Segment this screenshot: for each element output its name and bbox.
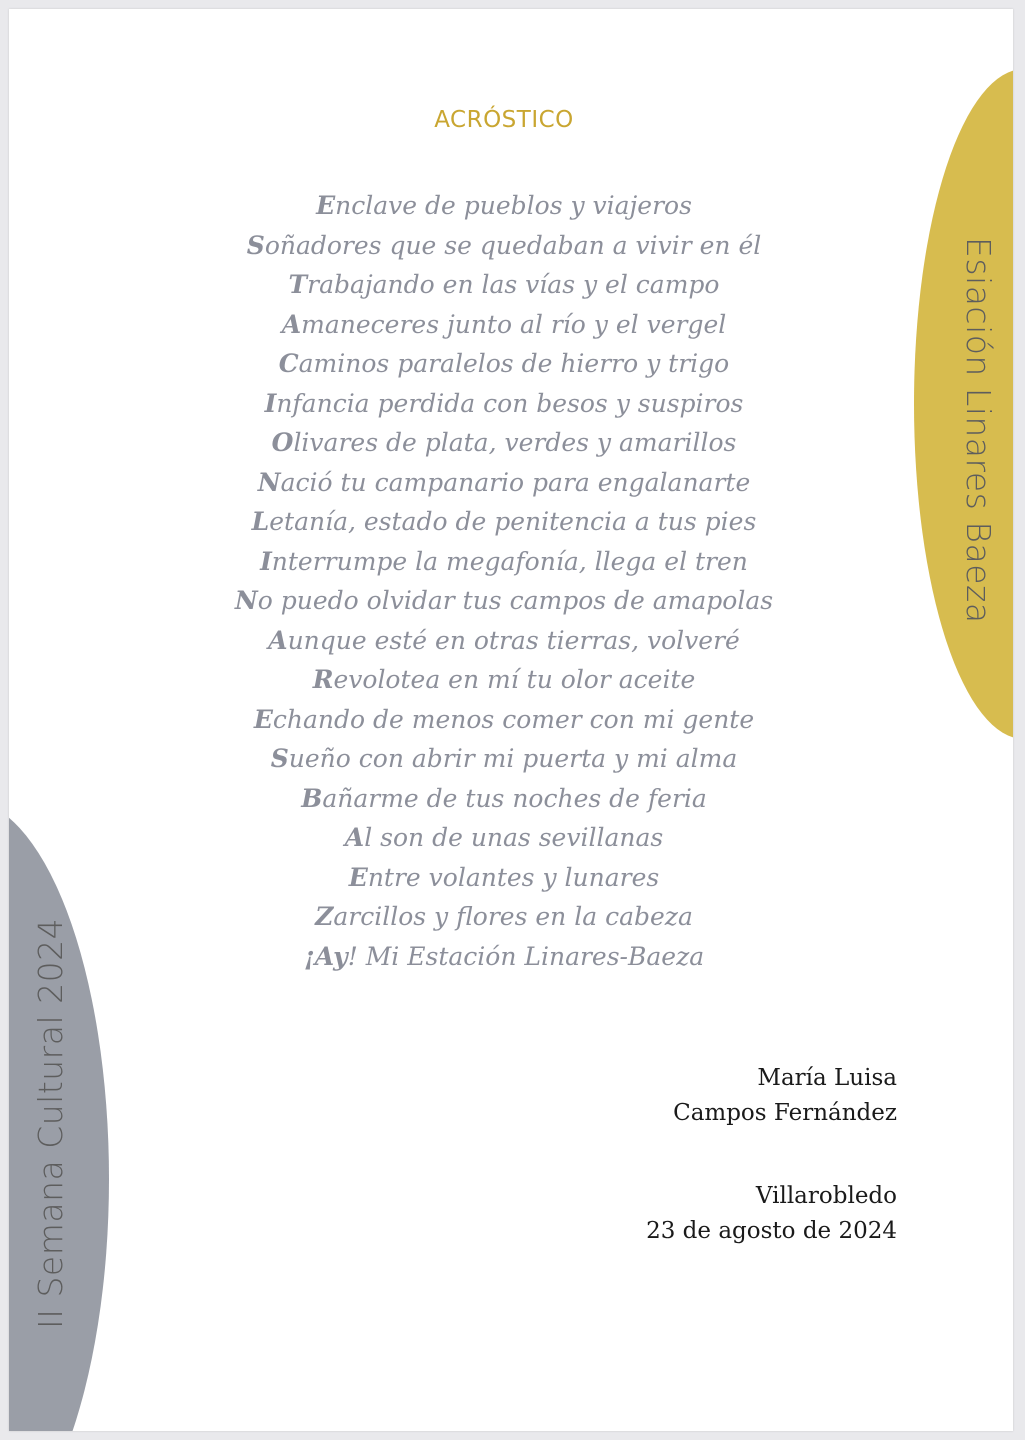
poem-line bbox=[9, 502, 999, 542]
poem-line-text: livares de plata, verdes y amarillos bbox=[293, 428, 737, 457]
poem-line-text: chando de menos comer con mi gente bbox=[272, 704, 755, 734]
poem-line-initial: I bbox=[260, 546, 272, 576]
page-title: ACRÓSTICO bbox=[434, 107, 574, 133]
poem-line-text: evolotea en mí tu olor aceite bbox=[333, 665, 696, 694]
poem-line-text: ntre volantes y lunares bbox=[367, 862, 660, 892]
poem-line-text: etanía, estado de penitencia a tus pies bbox=[269, 507, 757, 536]
poem-line-initial: C bbox=[278, 349, 299, 378]
poem-line-initial: A bbox=[281, 309, 302, 339]
poem-line-text: o puedo olvidar tus campos de amapolas bbox=[257, 586, 774, 615]
poem-line-initial: A bbox=[344, 823, 365, 852]
poem-line-initial: S bbox=[246, 230, 265, 260]
poem-line-text: ! Mi Estación Linares-Baeza bbox=[347, 941, 705, 971]
poem-line bbox=[9, 186, 999, 226]
poem-line-initial: Z bbox=[315, 902, 334, 931]
acrostic-poem bbox=[9, 186, 999, 976]
poem-line bbox=[9, 344, 999, 384]
poem-line-initial: E bbox=[348, 862, 368, 892]
poem-line-initial: L bbox=[251, 507, 270, 536]
poem-line bbox=[9, 700, 999, 740]
poem-line bbox=[9, 621, 999, 661]
poem-line-initial: R bbox=[312, 665, 334, 694]
poem-line-text: aminos paralelos de hierro y trigo bbox=[298, 349, 730, 378]
poem-line bbox=[9, 305, 999, 345]
poem-line-initial: O bbox=[271, 428, 294, 457]
poem-line-initial: T bbox=[288, 270, 308, 299]
poem-line-text: l son de unas sevillanas bbox=[364, 823, 664, 852]
poem-line bbox=[9, 226, 999, 266]
poem-line bbox=[9, 937, 999, 977]
author-first-name: María Luisa bbox=[757, 1065, 897, 1091]
poem-line bbox=[9, 739, 999, 779]
poem-line bbox=[9, 423, 999, 463]
poem-line bbox=[9, 818, 999, 858]
poem-line-initial: I bbox=[264, 388, 277, 418]
poem-line bbox=[9, 581, 999, 621]
poem-line-initial: N bbox=[234, 586, 258, 615]
signature-date: 23 de agosto de 2024 bbox=[646, 1218, 897, 1244]
poem-line-text: unque esté en otras tierras, volveré bbox=[287, 625, 740, 655]
document-page bbox=[9, 9, 1013, 1431]
poem-line-text: ació tu campanario para engalanarte bbox=[280, 467, 751, 497]
poem-line-text: nclave de pueblos y viajeros bbox=[335, 191, 692, 220]
poem-line bbox=[9, 779, 999, 819]
poem-line-text: oñadores que se quedaban a vivir en él bbox=[264, 230, 762, 260]
poem-line-text: maneceres junto al río y el vergel bbox=[301, 309, 727, 339]
author-last-name: Campos Fernández bbox=[673, 1100, 897, 1126]
poem-line-text: rabajando en las vías y el campo bbox=[307, 270, 720, 299]
side-label-event: II Semana Cultural 2024 bbox=[31, 917, 70, 1329]
author-signature bbox=[646, 1061, 897, 1249]
poem-line bbox=[9, 542, 999, 582]
poem-line-text: ueño con abrir mi puerta y mi alma bbox=[288, 744, 738, 773]
poem-line-text: añarme de tus noches de feria bbox=[322, 783, 707, 813]
poem-line bbox=[9, 858, 999, 898]
poem-line-initial: E bbox=[316, 191, 336, 220]
signature-spacer bbox=[646, 1131, 897, 1179]
poem-line bbox=[9, 265, 999, 305]
side-label-station: Esiación Linares Baeza bbox=[959, 237, 998, 624]
poem-line bbox=[9, 384, 999, 424]
poem-line bbox=[9, 463, 999, 503]
poem-line-initial: B bbox=[301, 783, 323, 813]
poem-line-text: nterrumpe la megafonía, llega el tren bbox=[271, 546, 748, 576]
poem-line-text: arcillos y flores en la cabeza bbox=[333, 902, 693, 931]
poem-line-initial: E bbox=[253, 704, 273, 734]
poem-line-text: nfancia perdida con besos y suspiros bbox=[276, 388, 744, 418]
poem-line bbox=[9, 660, 999, 700]
poem-line-initial: A bbox=[268, 625, 288, 655]
poem-line-initial: ¡Ay bbox=[303, 941, 348, 971]
signature-place: Villarobledo bbox=[755, 1183, 897, 1209]
poem-line-initial: N bbox=[257, 467, 281, 497]
poem-line bbox=[9, 897, 999, 937]
poem-line-initial: S bbox=[270, 744, 289, 773]
